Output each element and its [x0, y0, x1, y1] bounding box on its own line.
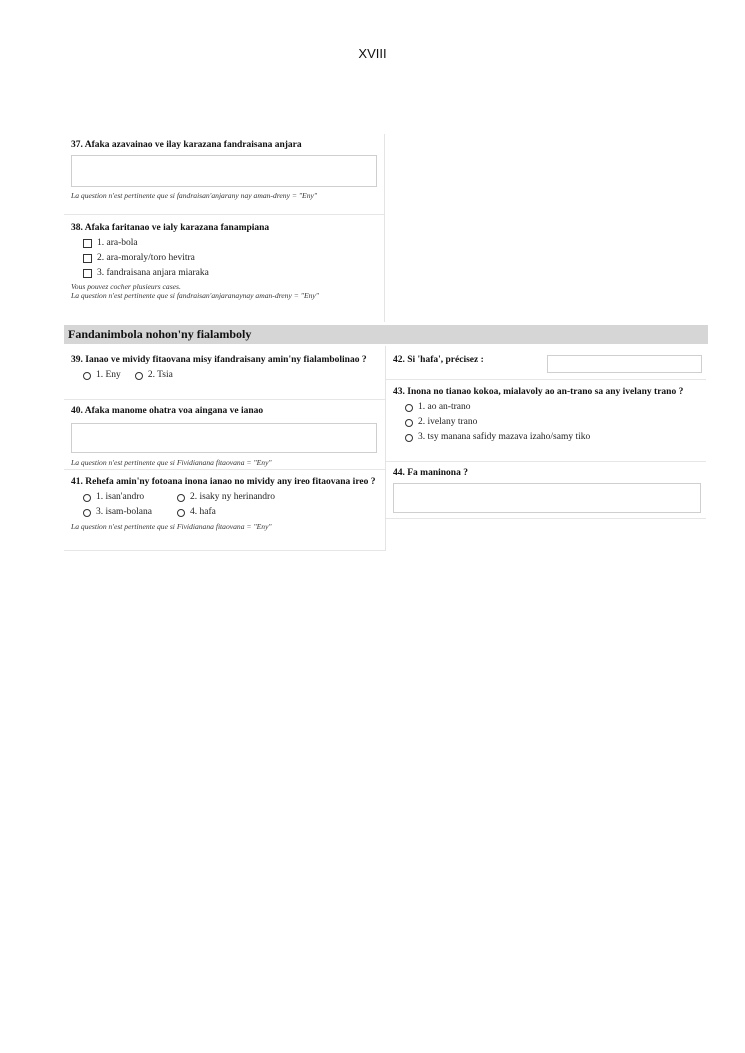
checkbox-icon[interactable]: [83, 269, 92, 278]
option-label: 1. ao an-trano: [418, 402, 471, 412]
checkbox-icon[interactable]: [83, 254, 92, 263]
checkbox-option[interactable]: [83, 251, 377, 266]
radio-option[interactable]: [177, 505, 216, 520]
option-label: 3. tsy manana safidy mazava izaho/samy tiko: [418, 432, 591, 442]
divider: [64, 214, 384, 215]
radio-option[interactable]: [135, 368, 173, 383]
question-42: [393, 354, 701, 374]
question-41: [71, 476, 377, 531]
option-label: 2. Tsia: [147, 370, 173, 380]
divider: [64, 550, 385, 551]
radio-icon[interactable]: [405, 419, 413, 427]
option-label: 4. hafa: [190, 507, 216, 517]
question-39-title: 39. Ianao ve mividy fitaovana misy ifandraisany amin'ny fialambolinao ?: [71, 355, 367, 365]
radio-option[interactable]: [177, 490, 275, 505]
question-38: [71, 222, 377, 300]
column-divider-top: [384, 134, 385, 322]
radio-icon[interactable]: [135, 372, 143, 380]
question-44: [393, 467, 701, 513]
radio-option[interactable]: [405, 430, 701, 445]
question-40: [71, 405, 377, 467]
option-label: 2. ivelany trano: [418, 417, 478, 427]
divider: [64, 399, 385, 400]
radio-option[interactable]: [83, 505, 177, 520]
divider: [386, 518, 706, 519]
question-39: [71, 354, 377, 383]
question-42-title: 42. Si 'hafa', précisez :: [393, 355, 484, 365]
question-41-note: La question n'est pertinente que si Fividianana fitaovana = "Eny": [71, 522, 272, 531]
option-label: 1. isan'andro: [96, 492, 145, 502]
question-42-answer-field[interactable]: [547, 355, 702, 373]
question-44-answer-field[interactable]: [393, 483, 701, 513]
divider: [386, 461, 706, 462]
option-label: 3. fandraisana anjara miaraka: [97, 268, 209, 278]
radio-icon[interactable]: [405, 404, 413, 412]
question-43: [393, 386, 701, 445]
option-label: 2. ara-moraly/toro hevitra: [97, 253, 195, 263]
question-43-title: 43. Inona no tianao kokoa, mialavoly ao an-trano sa any ivelany trano ?: [393, 387, 684, 397]
divider: [64, 469, 385, 470]
radio-icon[interactable]: [83, 372, 91, 380]
checkbox-option[interactable]: [83, 236, 377, 251]
radio-icon[interactable]: [83, 509, 91, 517]
checkbox-option[interactable]: [83, 266, 377, 281]
radio-option[interactable]: [405, 400, 701, 415]
question-38-note: La question n'est pertinente que si fandraisan'anjaranaynay aman-dreny = "Eny": [71, 291, 319, 300]
question-40-answer-field[interactable]: [71, 423, 377, 453]
option-label: 3. isam-bolana: [96, 507, 152, 517]
option-label: 1. ara-bola: [97, 238, 138, 248]
divider: [386, 379, 706, 380]
question-37-answer-field[interactable]: [71, 155, 377, 187]
radio-icon[interactable]: [177, 494, 185, 502]
question-37-title: 37. Afaka azavainao ve ilay karazana fandraisana anjara: [71, 140, 302, 150]
column-divider-bottom: [385, 346, 386, 551]
option-label: 1. Eny: [96, 370, 121, 380]
question-40-note: La question n'est pertinente que si Fividianana fitaovana = "Eny": [71, 458, 272, 467]
radio-icon[interactable]: [83, 494, 91, 502]
radio-option[interactable]: [405, 415, 701, 430]
question-44-title: 44. Fa maninona ?: [393, 468, 468, 478]
option-label: 2. isaky ny herinandro: [190, 492, 275, 502]
question-41-title: 41. Rehefa amin'ny fotoana inona ianao no mividy any ireo fitaovana ireo ?: [71, 477, 376, 487]
page-number: XVIII: [358, 46, 387, 61]
question-37-note: La question n'est pertinente que si fandraisan'anjarany nay aman-dreny = "Eny": [71, 191, 318, 200]
checkbox-icon[interactable]: [83, 239, 92, 248]
section-heading: Fandanimbola nohon'ny fialamboly: [64, 325, 708, 344]
radio-option[interactable]: [83, 368, 121, 383]
question-38-title: 38. Afaka faritanao ve ialy karazana fanampiana: [71, 223, 270, 233]
question-40-title: 40. Afaka manome ohatra voa aingana ve ianao: [71, 406, 264, 416]
radio-option[interactable]: [83, 490, 177, 505]
radio-icon[interactable]: [177, 509, 185, 517]
question-37: [71, 139, 377, 200]
radio-icon[interactable]: [405, 434, 413, 442]
question-38-note-multi: Vous pouvez cocher plusieurs cases.: [71, 282, 181, 291]
